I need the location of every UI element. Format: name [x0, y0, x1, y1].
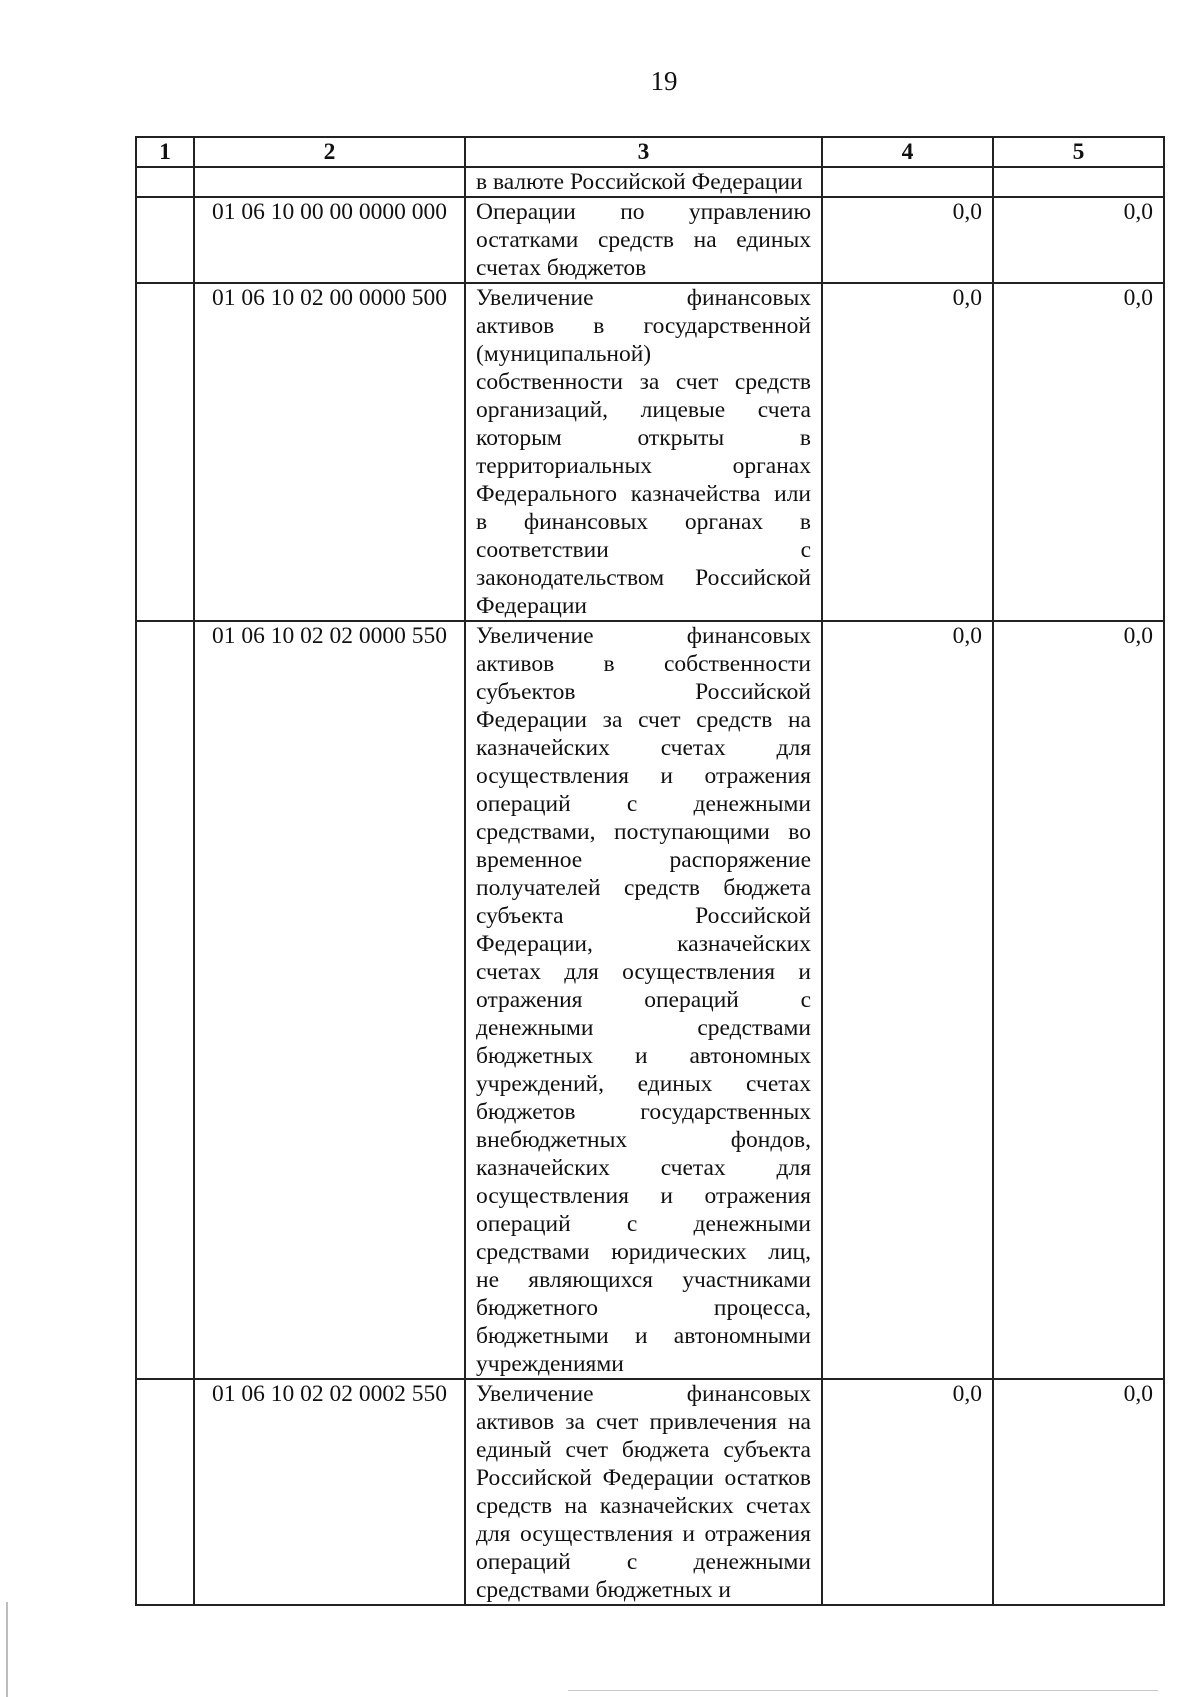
description-line: в финансовых органах в: [476, 509, 811, 535]
description-line: временное распоряжение: [476, 847, 811, 873]
value-cell-5: 0,0: [993, 621, 1164, 1379]
row-number-cell: [136, 621, 194, 1379]
description-line: активов за счет привлечения на: [476, 1409, 811, 1435]
table-row: [136, 197, 1164, 283]
column-header-5: 5: [993, 137, 1164, 167]
budget-code-cell: 01 06 10 02 02 0002 550: [194, 1379, 465, 1605]
budget-code-cell: 01 06 10 02 02 0000 550: [194, 621, 465, 1379]
table-body: [136, 167, 1164, 1605]
value-cell-4: 0,0: [822, 1379, 993, 1605]
description-cell: [465, 621, 822, 1379]
budget-code-cell: [194, 167, 465, 197]
description-line: казначейских счетах для: [476, 1155, 811, 1181]
description-line: средствами юридических лиц,: [476, 1239, 811, 1265]
description-line: счетах для осуществления и: [476, 959, 811, 985]
column-header-3: 3: [465, 137, 822, 167]
value-cell-4: 0,0: [822, 621, 993, 1379]
description-line: субъекта Российской: [476, 903, 811, 929]
description-cell: [465, 197, 822, 283]
description-line: территориальных органах: [476, 453, 811, 479]
description-line: средств на казначейских счетах: [476, 1493, 811, 1519]
row-number-cell: [136, 167, 194, 197]
budget-code-cell: 01 06 10 00 00 0000 000: [194, 197, 465, 283]
description-line: активов в собственности: [476, 651, 811, 677]
description-cell: [465, 1379, 822, 1605]
description-line: для осуществления и отражения: [476, 1521, 811, 1547]
description-line: казначейских счетах для: [476, 735, 811, 761]
value-cell-5: [993, 167, 1164, 197]
description-line: единый счет бюджета субъекта: [476, 1437, 811, 1463]
description-line: Федерации, казначейских: [476, 931, 811, 957]
page-number: 19: [650, 66, 678, 96]
description-line: субъектов Российской: [476, 679, 811, 705]
description-line: остатками средств на единых: [476, 227, 811, 253]
description-line: учреждениями: [476, 1351, 624, 1377]
description-line: Российской Федерации остатков: [476, 1465, 811, 1491]
description-line: отражения операций с: [476, 987, 811, 1013]
description-line: Увеличение финансовых: [476, 623, 811, 649]
column-header-1: 1: [136, 137, 194, 167]
value-cell-4: [822, 167, 993, 197]
table-row: [136, 621, 1164, 1379]
description-line: законодательством Российской: [476, 565, 811, 591]
description-line: учреждений, единых счетах: [476, 1071, 811, 1097]
description-line: Операции по управлению: [476, 199, 811, 225]
description-line: Федерации за счет средств на: [476, 707, 811, 733]
description-line: бюджетов государственных: [476, 1099, 811, 1125]
column-header-2: 2: [194, 137, 465, 167]
value-cell-5: 0,0: [993, 283, 1164, 621]
table-header-row: [136, 137, 1164, 167]
budget-code-cell: 01 06 10 02 00 0000 500: [194, 283, 465, 621]
description-line: операций с денежными: [476, 791, 811, 817]
description-line: бюджетных и автономных: [476, 1043, 811, 1069]
description-line: бюджетного процесса,: [476, 1295, 811, 1321]
description-line: Федерации: [476, 593, 587, 619]
description-line: организаций, лицевые счета: [476, 397, 811, 423]
description-line: счетах бюджетов: [476, 255, 647, 281]
description-line: которым открыты в: [476, 425, 811, 451]
description-line: средствами бюджетных и: [476, 1577, 731, 1603]
description-line: Увеличение финансовых: [476, 1381, 811, 1407]
value-cell-5: 0,0: [993, 197, 1164, 283]
description-line: операций с денежными: [476, 1211, 811, 1237]
description-line: не являющихся участниками: [476, 1267, 811, 1293]
description-line: собственности за счет средств: [476, 369, 811, 395]
description-line: бюджетными и автономными: [476, 1323, 811, 1349]
description-line: средствами, поступающими во: [476, 819, 811, 845]
description-line: операций с денежными: [476, 1549, 811, 1575]
table-row: [136, 1379, 1164, 1605]
description-line: Федерального казначейства или: [476, 481, 811, 507]
description-line: внебюджетных фондов,: [476, 1127, 811, 1153]
row-number-cell: [136, 1379, 194, 1605]
scan-bottom-line: [568, 1690, 1158, 1691]
table-row: [136, 167, 1164, 197]
description-cell: [465, 283, 822, 621]
description-line: в валюте Российской Федерации: [476, 169, 803, 195]
description-line: осуществления и отражения: [476, 1183, 811, 1209]
row-number-cell: [136, 283, 194, 621]
table-row: [136, 283, 1164, 621]
scan-edge-mark: [6, 1602, 8, 1697]
description-line: денежными средствами: [476, 1015, 811, 1041]
description-line: осуществления и отражения: [476, 763, 811, 789]
column-header-4: 4: [822, 137, 993, 167]
description-line: соответствии с: [476, 537, 811, 563]
value-cell-4: 0,0: [822, 197, 993, 283]
budget-sources-table: [135, 136, 1165, 1606]
description-line: Увеличение финансовых: [476, 285, 811, 311]
value-cell-5: 0,0: [993, 1379, 1164, 1605]
description-cell: [465, 167, 822, 197]
row-number-cell: [136, 197, 194, 283]
description-line: получателей средств бюджета: [476, 875, 811, 901]
description-line: (муниципальной): [476, 341, 652, 367]
description-line: активов в государственной: [476, 313, 811, 339]
value-cell-4: 0,0: [822, 283, 993, 621]
